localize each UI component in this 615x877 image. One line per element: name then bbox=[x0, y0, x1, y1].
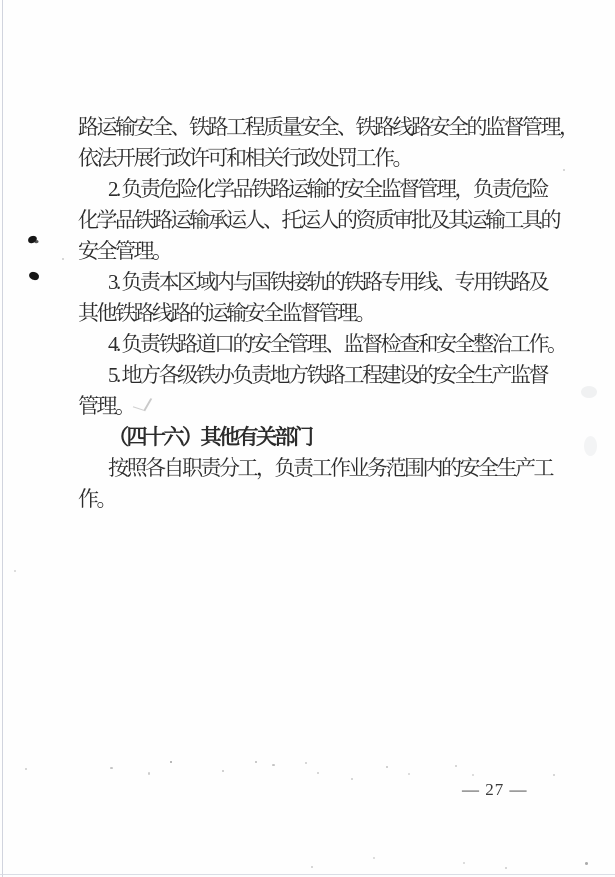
body-line: 化学品铁路运输承运人、托运人的资质审批及其运输工具的 bbox=[78, 208, 559, 232]
scan-noise-dot bbox=[222, 770, 224, 772]
scan-noise-dot bbox=[585, 862, 588, 865]
body-line: 作。 bbox=[78, 487, 115, 511]
scan-edge-line-bottom bbox=[0, 874, 615, 875]
scan-noise-dot bbox=[62, 258, 64, 260]
ink-speck bbox=[28, 271, 39, 280]
scan-noise-dot bbox=[311, 866, 313, 868]
section-heading: （四十六）其他有关部门 bbox=[108, 425, 312, 449]
scan-noise-dot bbox=[272, 764, 275, 766]
scan-noise-dot bbox=[317, 772, 319, 774]
body-line: 其他铁路线路的运输安全监督管理。 bbox=[78, 301, 374, 325]
scan-noise-dot bbox=[148, 772, 150, 775]
scan-noise-dot bbox=[472, 774, 474, 776]
scan-noise-dot bbox=[25, 768, 27, 770]
body-line-item-5: 5. 地方各级铁办负责地方铁路工程建设的安全生产监督 bbox=[108, 363, 547, 387]
scan-noise-dot bbox=[408, 773, 410, 775]
page-number: — 27 — bbox=[462, 780, 528, 799]
scan-noise-dot bbox=[351, 778, 353, 780]
scan-smudge bbox=[584, 436, 597, 456]
scan-noise-dot bbox=[455, 765, 457, 767]
scan-edge-line-left bbox=[2, 0, 3, 877]
body-line: 管理。 bbox=[78, 394, 134, 418]
body-line: 依法开展行政许可和相关行政处罚工作。 bbox=[78, 146, 411, 170]
scan-noise-dot bbox=[505, 867, 507, 869]
scan-noise-dot bbox=[170, 761, 172, 763]
body-line: 安全管理。 bbox=[78, 239, 171, 263]
scan-noise-dot bbox=[563, 169, 565, 171]
scan-noise-dot bbox=[305, 762, 307, 764]
scan-noise-dot bbox=[386, 766, 388, 768]
body-line-item-4: 4. 负责铁路道口的安全管理、监督检查和安全整治工作。 bbox=[108, 332, 566, 356]
scan-noise-dot bbox=[14, 570, 16, 572]
body-line: 路运输安全、铁路工程质量安全、铁路线路安全的监督管理， bbox=[78, 115, 578, 139]
body-line-item-2: 2. 负责危险化学品铁路运输的安全监督管理，负责危险 bbox=[108, 177, 547, 201]
scan-noise-dot bbox=[463, 862, 465, 864]
scan-noise-dot bbox=[110, 767, 113, 769]
scan-noise-dot bbox=[553, 774, 555, 776]
scan-noise-dot bbox=[255, 761, 257, 763]
body-line: 按照各自职责分工，负责工作业务范围内的安全生产工 bbox=[108, 456, 552, 480]
document-body bbox=[78, 112, 578, 515]
scan-smudge bbox=[581, 386, 597, 398]
body-line-item-3: 3. 负责本区域内与国铁接轨的铁路专用线、专用铁路及 bbox=[108, 270, 547, 294]
scan-noise-dot bbox=[373, 857, 375, 859]
ink-speck bbox=[27, 235, 37, 244]
scan-noise-dot bbox=[343, 310, 345, 312]
